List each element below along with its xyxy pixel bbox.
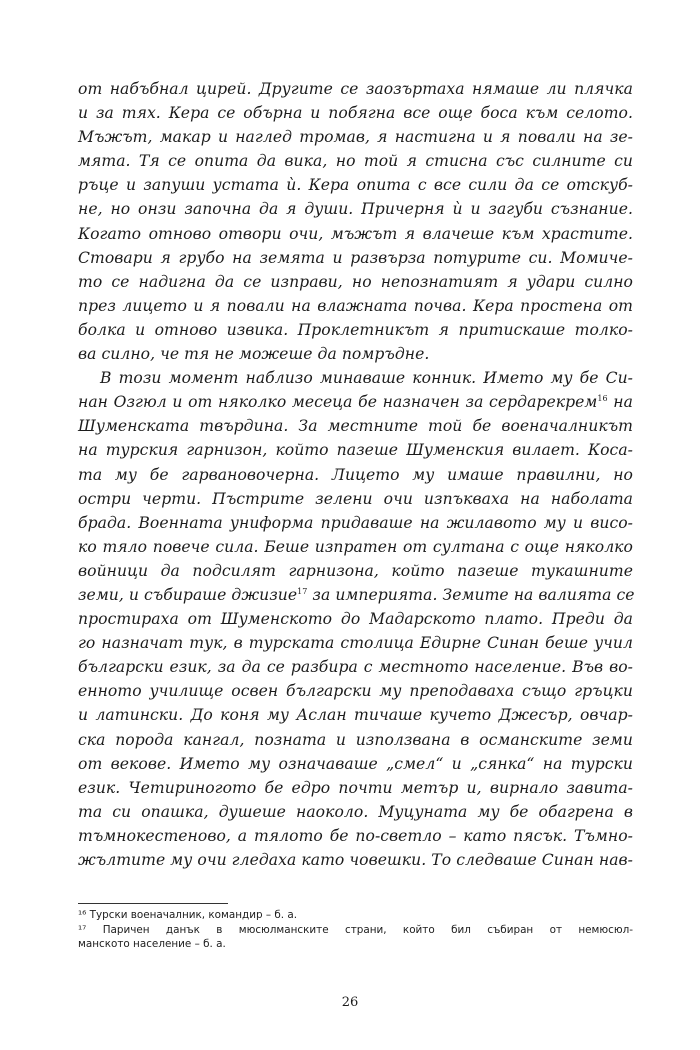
- text-line: на турския гарнизон, който пазеше Шуменския вилает. Коса-: [78, 441, 633, 460]
- text-line: то се надигна да се изправи, но непознатият я удари силно: [78, 272, 633, 291]
- text-line: и латински. До коня му Аслан тичаше кучето Джесър, овчар-: [78, 706, 633, 725]
- footnotes: [78, 908, 633, 952]
- text-line: В този момент наблизо минаваше конник. Името му бе Си-: [100, 369, 633, 388]
- text-line: мята. Тя се опита да вика, но той я стисна със силните си: [78, 152, 633, 171]
- footnote-ref-17[interactable]: 17: [297, 586, 308, 596]
- text-line: тъмнокестеново, а тялото бе по-светло – като пясък. Тъмно-: [78, 826, 633, 845]
- text-line: жълтите му очи гледаха като човешки. То следваше Синан нав-: [78, 851, 633, 869]
- text-line: Шуменската твърдина. За местните той бе военачалникът: [78, 417, 633, 436]
- text-line: та му бе гарвановочерна. Лицето му имаше правилни, но: [78, 465, 633, 484]
- footnote-ref-16[interactable]: 16: [597, 394, 608, 404]
- text-line: ва силно, че тя не можеше да помръдне.: [78, 345, 430, 364]
- text-line: енното училище освен български му преподаваха също гръцки: [78, 682, 633, 701]
- footnote-17-continued: манското население – б. а.: [78, 938, 226, 951]
- text-segment: на: [607, 393, 633, 412]
- text-line: ска порода кангал, позната и използвана в османските земи: [78, 730, 633, 749]
- footnote-16: ¹⁶ Турски военачалник, командир – б. а.: [78, 909, 298, 921]
- text-line: болка и отново извика. Проклетникът я притискаше толко-: [78, 320, 633, 339]
- text-line: Мъжът, макар и наглед тромав, я настигна и я повали на зе-: [78, 128, 633, 147]
- text-line: ко тяло повече сила. Беше изпратен от султана с още няколко: [78, 537, 633, 556]
- text-line: от набъбнал цирей. Другите се заозъртаха нямаше ли плячка: [78, 80, 633, 98]
- text-line: та си опашка, душеше наоколо. Муцуната му бе обагрена в: [78, 802, 633, 821]
- text-segment: нан Озгюл и от няколко месеца бе назначен за сердарекрем: [78, 393, 598, 412]
- body-text: [78, 77, 633, 872]
- text-line: остри черти. Пъстрите зелени очи изпъкваха на наболата: [78, 489, 633, 508]
- text-segment: за империята. Земите на валията се: [307, 585, 635, 604]
- text-line: от векове. Името му означаваше „смел“ и „сянка“ на турски: [78, 754, 633, 773]
- text-line: език. Четириногото бе едро почти метър и, вирнало завита-: [78, 778, 633, 797]
- text-line: и за тях. Кера се обърна и побягна все още боса към селото.: [78, 104, 633, 123]
- text-line: простираха от Шуменското до Мадарското плато. Преди да: [78, 610, 633, 629]
- text-line: [78, 583, 633, 607]
- text-line: Стовари я грубо на земята и развърза потурите си. Момиче-: [78, 248, 633, 267]
- text-line: Когато отново отвори очи, мъжът я влачеше към храстите.: [78, 224, 633, 243]
- text-line: български език, за да се разбира с местното население. Във во-: [78, 658, 633, 677]
- text-line: [78, 390, 633, 414]
- text-line: войници да подсилят гарнизона, който пазеше тукашните: [78, 561, 633, 580]
- text-line: брада. Военната униформа придаваше на жилавото му и висо-: [78, 513, 633, 532]
- text-line: през лицето и я повали на влажната почва. Кера простена от: [78, 296, 633, 315]
- footnote-divider: [78, 903, 228, 904]
- text-line: ръце и запуши устата ѝ. Кера опита с все сили да се отскуб-: [78, 176, 633, 195]
- text-line: го назначат тук, в турската столица Едирне Синан беше учил: [78, 634, 633, 653]
- page-number: 26: [341, 995, 359, 1010]
- text-segment: земи, и събираше джизие: [78, 585, 298, 604]
- text-line: не, но онзи започна да я души. Причерня ѝ и загуби съзнание.: [78, 200, 633, 219]
- footnote-17: ¹⁷ Паричен данък в мюсюлманските страни, който бил събиран от немюсюл-: [78, 923, 633, 936]
